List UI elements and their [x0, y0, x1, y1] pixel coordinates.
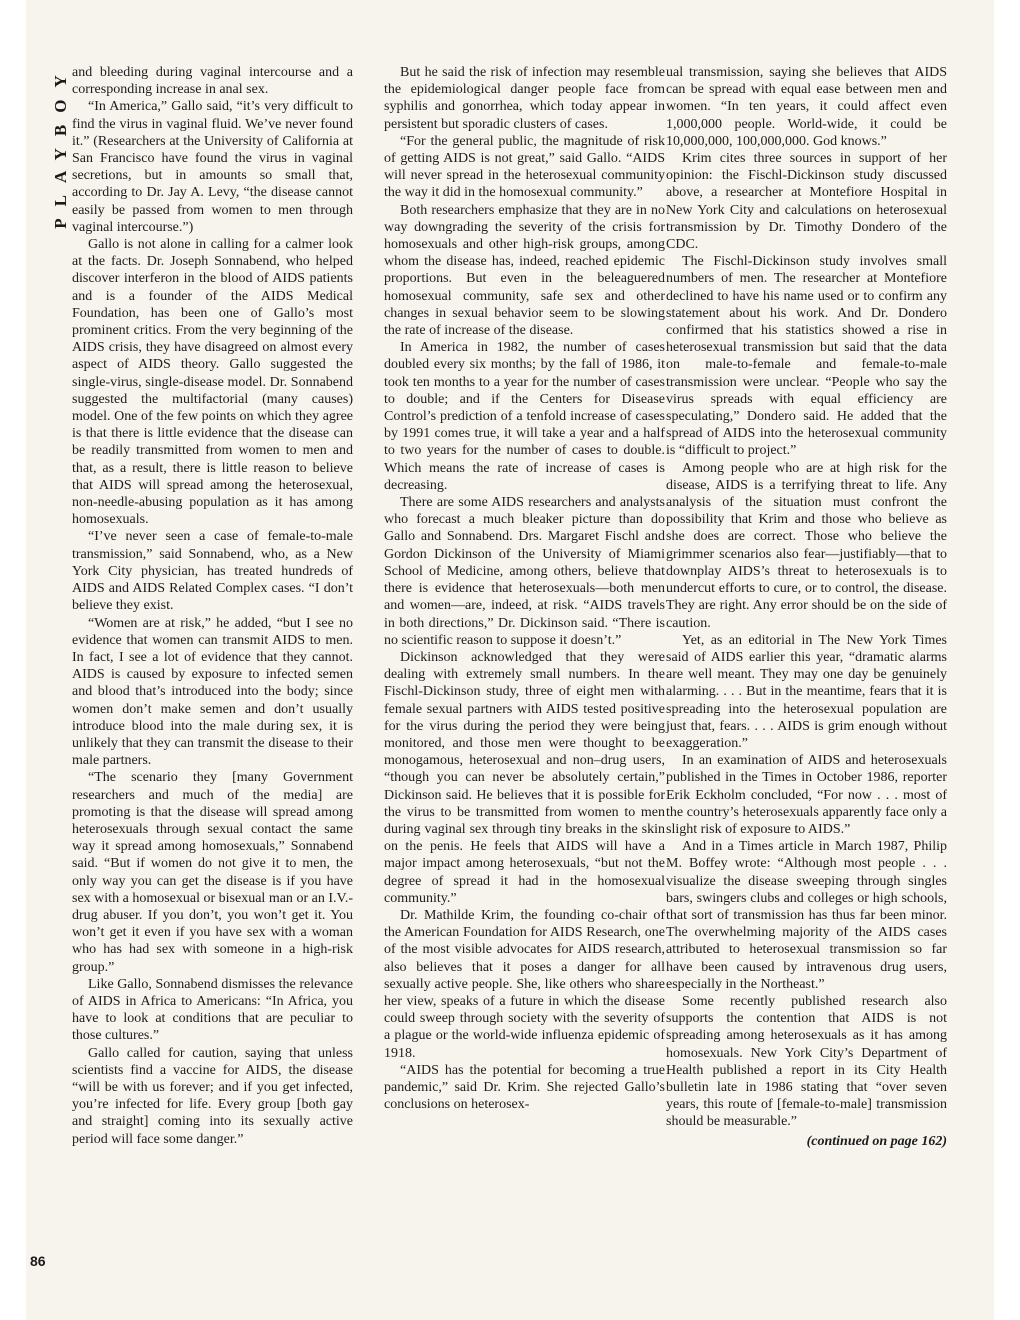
paragraph: Among people who are at high risk for the disease, AIDS is a terrifying threat to life. Any analysis of the situation must confront the possibility that Krim and those who believe as she does are correct. Those who believe the grimmer scenarios also fear—justifiably—that to downplay AIDS’s threat to heterosexuals is to undercut efforts to cure, or to control, the disease. They are right. Any error should be on the side of caution.	[666, 460, 947, 631]
paragraph: “AIDS has the potential for becoming a true pandemic,” said Dr. Krim. She rejected Gallo’s conclusions on heterosex-	[384, 1062, 665, 1113]
paragraph: Some recently published research also supports the contention that AIDS is not spreading among heterosexuals as it has among homosexuals. New York City’s Department of Health published a report in its City Health bulletin late in 1986 stating that “over seven years, this route of [female-to-male] transmission should be measurable.”	[666, 993, 947, 1130]
paragraph: Gallo is not alone in calling for a calmer look at the facts. Dr. Joseph Sonnabend, who helped discover interferon in the blood of AIDS patients and is a founder of the AIDS Medical Foundation, has been one of Gallo’s most prominent critics. From the very beginning of the AIDS crisis, they have disagreed on almost every aspect of AIDS theory. Gallo suggested the single-virus, single-disease model. Dr. Sonnabend suggested the multifactorial (many causes) model. One of the few points on which they agree is that there is little evidence that the disease can be readily transmitted from women to men and that, as a result, there is little reason to believe that AIDS will spread among the heterosexual, non-needle-abusing population as it has among homosexuals.	[72, 237, 353, 528]
paragraph: Gallo called for caution, saying that unless scientists find a vaccine for AIDS, the disease “will be with us forever; and if you get infected, you’re infected for life. Every group [both gay and straight] coming into its sexually active period will face some danger.”	[72, 1045, 353, 1147]
paragraph: Dickinson acknowledged that they were dealing with extremely small numbers. In the Fischl-Dickinson study, three of eight men with female sexual partners with AIDS tested positive for the virus during the period they were being monitored, and those men were thought to be monogamous, heterosexual and non–drug users, “though you can never be absolutely certain,” Dickinson said. He believes that it is possible for the virus to be transmitted from women to men during vaginal sex through tiny breaks in the skin on the penis. He feels that AIDS will have a major impact among heterosexuals, “but not the degree of spread it had in the homosexual community.”	[384, 649, 665, 906]
paragraph: Like Gallo, Sonnabend dismisses the relevance of AIDS in Africa to Americans: “In Africa, you have to look at conditions that are peculiar to those cultures.”	[72, 976, 353, 1044]
text-column-2	[384, 64, 665, 1113]
playboy-logo-text: PLAYBOY	[51, 63, 70, 229]
paragraph: “The scenario they [many Government researchers and much of the media] are promoting is that the disease will spread among heterosexuals through sexual contact the same way it spread among homosexuals,” Sonnabend said. “But if women do not give it to men, the only way you can get the disease is if you have sex with a homosexual or bisexual man or an I.V.-drug abuser. If you don’t, you won’t get it. You won’t get it even if you have sex with a woman who has had sex with someone in a high-risk group.”	[72, 770, 353, 975]
text-column-3	[666, 64, 947, 1150]
page-number: 86	[30, 1253, 46, 1269]
paragraph: Krim cites three sources in support of her opinion: the Fischl-Dickinson study discussed above, a researcher at Montefiore Hospital in New York City and calculations on heterosexual transmission by Dr. Timothy Dondero of the CDC.	[666, 151, 947, 253]
paragraph: Yet, as an editorial in The New York Times said of AIDS earlier this year, “dramatic alarms are well meant. They may one day be genuinely alarming. . . . But in the meantime, fears that it is spreading into the heterosexual population are just that, fears. . . . AIDS is grim enough without exaggeration.”	[666, 632, 947, 751]
paragraph: “For the general public, the magnitude of risk of getting AIDS is not great,” said Gallo. “AIDS will never spread in the heterosexual community the way it did in the homosexual community.”	[384, 133, 665, 201]
paragraph: “I’ve never seen a case of female-to-male transmission,” said Sonnabend, who, as a New York City physician, has treated hundreds of AIDS and AIDS Related Complex cases. “I don’t believe they exist.	[72, 529, 353, 614]
continued-note: (continued on page 162)	[806, 1133, 947, 1149]
paragraph: ual transmission, saying she believes that AIDS can be spread with equal ease between men and women. “In ten years, it could affect even 1,000,000 people. World-wide, it could be 10,000,000, 100,000,000. God knows.”	[666, 65, 947, 149]
paragraph: and bleeding during vaginal intercourse and a corresponding increase in anal sex.	[72, 65, 353, 98]
magazine-page	[26, 0, 994, 1320]
paragraph: Dr. Mathilde Krim, the founding co-chair of the American Foundation for AIDS Research, one of the most visible advocates for AIDS research, also believes that it poses a danger for all sexually active people. She, like others who share her view, speaks of a future in which the disease could sweep through society with the severity of a plague or the world-wide influenza epidemic of 1918.	[384, 907, 665, 1061]
paragraph: “Women are at risk,” he added, “but I see no evidence that women can transmit AIDS to men. In fact, I see a lot of evidence that they cannot. AIDS is caused by exposure to infected semen and blood that’s introduced into the body; since women don’t make semen and don’t usually introduce blood into the male during sex, it is unlikely that they can transmit the disease to their male partners.	[72, 615, 353, 769]
paragraph: In America in 1982, the number of cases doubled every six months; by the fall of 1986, it took ten months to a year for the number of cases to double; and if the Centers for Disease Control’s prediction of a tenfold increase of cases by 1991 comes true, it will take a year and a half to two years for the number of cases to double. Which means the rate of increase of cases is decreasing.	[384, 340, 665, 493]
paragraph: The Fischl-Dickinson study involves small numbers of men. The researcher at Montefiore declined to have his name used or to confirm any statement about his work. And Dr. Dondero confirmed that his statistics showed a rise in heterosexual transmission but said that the data on male-to-female and female-to-male transmission were unclear. “People who say the virus spreads with equal efficiency are speculating,” Dondero said. He added that the spread of AIDS into the heterosexual community is “difficult to project.”	[666, 254, 947, 459]
paragraph: Both researchers emphasize that they are in no way downgrading the severity of the crisis for homosexuals and other high-risk groups, among whom the disease has, indeed, reached epidemic proportions. But even in the beleaguered homosexual community, safe sex and other changes in sexual behavior seem to be slowing the rate of increase of the disease.	[384, 202, 665, 339]
paragraph: There are some AIDS researchers and analysts who forecast a much bleaker picture than do Gallo and Sonnabend. Drs. Margaret Fischl and Gordon Dickinson of the University of Miami School of Medicine, among others, believe that there is evidence that heterosexuals—both men and women—are, indeed, at risk. “AIDS travels in both directions,” Dr. Dickinson said. “There is no scientific reason to suppose it doesn’t.”	[384, 495, 665, 648]
paragraph: “In America,” Gallo said, “it’s very difficult to find the virus in vaginal fluid. We’ve never found it.” (Researchers at the University of California at San Francisco have found the virus in vaginal secretions, but in amounts so small that, according to Dr. Jay A. Levy, “the disease cannot easily be passed from women to men through vaginal intercourse.”)	[72, 99, 353, 235]
text-column-1	[72, 64, 353, 1148]
paragraph: In an examination of AIDS and heterosexuals published in the Times in October 1986, reporter Erik Eckholm concluded, “For now . . . most of the country’s heterosexuals apparently face only a slight risk of exposure to AIDS.”	[666, 753, 947, 837]
paragraph: And in a Times article in March 1987, Philip M. Boffey wrote: “Although most people . . . visualize the disease sweeping through singles bars, swingers clubs and colleges or high schools, that sort of transmission has thus far been minor. The overwhelming majority of the AIDS cases attributed to heterosexual transmission so far have been caused by intravenous drug users, especially in the Northeast.”	[666, 839, 947, 992]
paragraph: But he said the risk of infection may resemble the epidemiological danger people face from syphilis and gonorrhea, which today appear in persistent but sporadic clusters of cases.	[384, 65, 665, 132]
sidebar-logo	[48, 63, 74, 229]
